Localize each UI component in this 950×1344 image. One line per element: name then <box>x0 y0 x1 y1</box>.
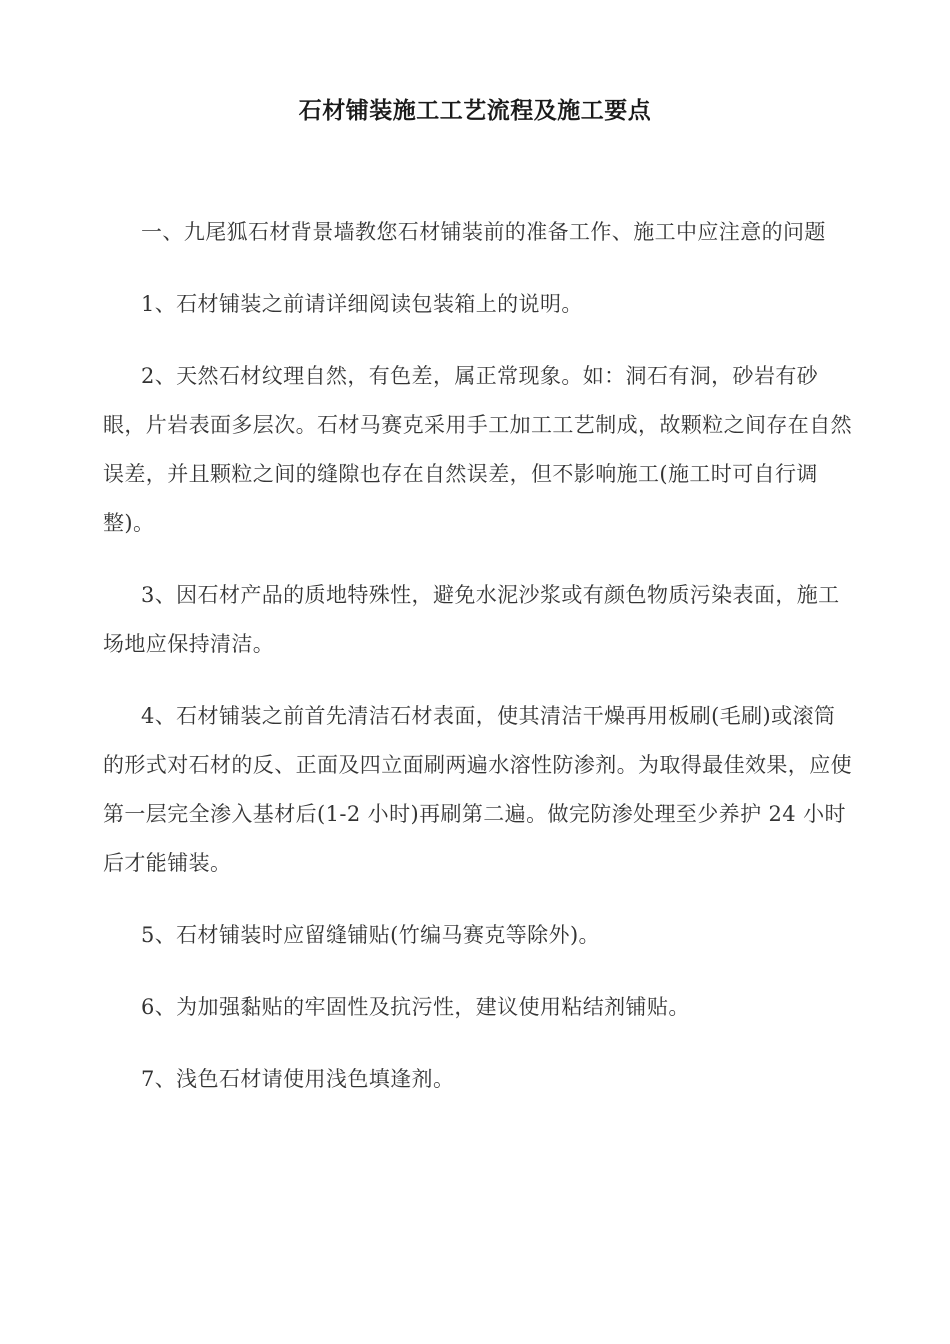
paragraph-item-3: 3、因石材产品的质地特殊性，避免水泥沙浆或有颜色物质污染表面，施工场地应保持清洁。 <box>103 583 840 656</box>
paragraph-item-6: 6、为加强黏贴的牢固性及抗污性，建议使用粘结剂铺贴。 <box>141 995 690 1019</box>
document-body <box>103 208 855 1104</box>
document-title: 石材铺装施工工艺流程及施工要点 <box>298 98 652 124</box>
section-heading-paragraph: 一、九尾狐石材背景墙教您石材铺装前的准备工作、施工中应注意的问题 <box>141 220 826 244</box>
paragraph-item-1: 1、石材铺装之前请详细阅读包装箱上的说明。 <box>141 292 583 316</box>
paragraph-item-4: 4、石材铺装之前首先清洁石材表面，使其清洁干燥再用板刷(毛刷)或滚筒的形式对石材的反、正面及四立面刷两遍水溶性防渗剂。为取得最佳效果，应使第一层完全渗入基材后(1-2 小时)再刷第二遍。做完防渗处理至少养护 24 小时后才能铺装。 <box>103 704 852 875</box>
paragraph-item-2: 2、天然石材纹理自然，有色差，属正常现象。如：洞石有洞，砂岩有砂眼，片岩表面多层次。石材马赛克采用手工加工工艺制成，故颗粒之间存在自然误差，并且颗粒之间的缝隙也存在自然误差，但不影响施工(施工时可自行调整)。 <box>103 364 852 535</box>
paragraph-item-5: 5、石材铺装时应留缝铺贴(竹编马赛克等除外)。 <box>141 923 600 947</box>
paragraph-item-7: 7、浅色石材请使用浅色填逢剂。 <box>141 1067 455 1091</box>
